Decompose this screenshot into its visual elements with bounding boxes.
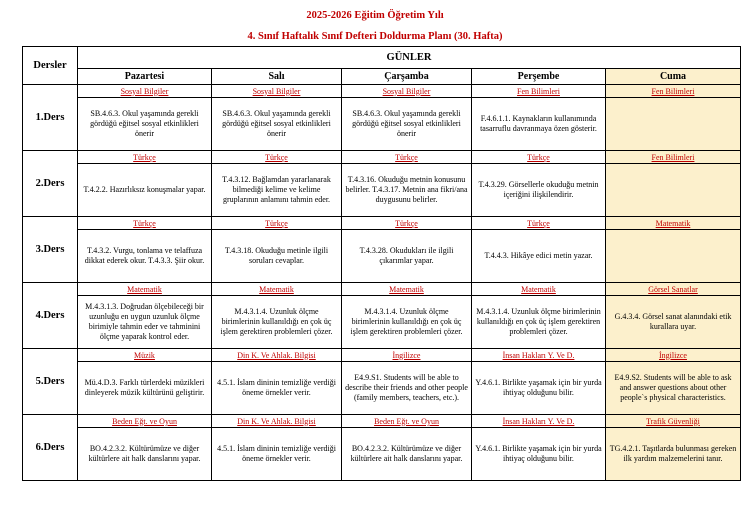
subject-name: Türkçe — [212, 217, 342, 230]
subject-name: Din K. Ve Ahlak. Bilgisi — [212, 415, 342, 428]
lesson-content: Y.4.6.1. Birlikte yaşamak için bir yurda ihtiyaç olduğunu bilir. — [472, 362, 606, 415]
subject-name: Fen Bilimleri — [606, 85, 741, 98]
lesson-content: T.4.3.29. Görsellerle okuduğu metnin içeriğini ilişkilendirir. — [472, 164, 606, 217]
lesson-content: M.4.3.1.4. Uzunluk ölçme birimlerinin kullanıldığı en çok üç işlem gerektiren problemleri çözer. — [472, 296, 606, 349]
lesson-content: SB.4.6.3. Okul yaşamında gerekli gördüğü eğitsel sosyal etkinlikleri önerir — [212, 98, 342, 151]
lesson-content — [606, 98, 741, 151]
subject-name: Matematik — [606, 217, 741, 230]
content-row — [23, 428, 741, 481]
lesson-content: Mü.4.D.3. Farklı türlerdeki müzikleri dinleyerek müzik kültürünü geliştirir. — [78, 362, 212, 415]
day-header: Çarşamba — [342, 69, 472, 85]
subject-row — [23, 415, 741, 428]
lesson-content: M.4.3.1.3. Doğrudan ölçebileceği bir uzunluğu en uygun uzunluk ölçme birimiyle tahmin eder ve tahminini ölçme yaparak kontrol eder. — [78, 296, 212, 349]
subject-name: Trafik Güvenliği — [606, 415, 741, 428]
gunler-header: GÜNLER — [78, 47, 741, 69]
lesson-content — [606, 230, 741, 283]
day-header: Salı — [212, 69, 342, 85]
lesson-content: BO.4.2.3.2. Kültürümüze ve diğer kültürlere ait halk danslarını yapar. — [342, 428, 472, 481]
subject-name: İngilizce — [606, 349, 741, 362]
subject-name: Sosyal Bilgiler — [78, 85, 212, 98]
title-year: 2025-2026 Eğitim Öğretim Yılı — [306, 10, 444, 21]
subject-row — [23, 217, 741, 230]
dersler-header: Dersler — [23, 47, 78, 85]
title-plan: 4. Sınıf Haftalık Sınıf Defteri Doldurma Planı (30. Hafta) — [247, 31, 503, 42]
subject-name: Fen Bilimleri — [606, 151, 741, 164]
lesson-content: F.4.6.1.1. Kaynakların kullanımında tasarruflu davranmaya özen gösterir. — [472, 98, 606, 151]
subject-name: Görsel Sanatlar — [606, 283, 741, 296]
content-row — [23, 164, 741, 217]
lesson-content: T.4.3.28. Okudukları ile ilgili çıkarımlar yapar. — [342, 230, 472, 283]
subject-name: İnsan Hakları Y. Ve D. — [472, 415, 606, 428]
subject-name: İnsan Hakları Y. Ve D. — [472, 349, 606, 362]
subject-name: Beden Eğt. ve Oyun — [342, 415, 472, 428]
subject-name: Türkçe — [78, 217, 212, 230]
subject-name: Matematik — [342, 283, 472, 296]
subject-name: Türkçe — [342, 217, 472, 230]
lesson-content: E4.9.S1. Students will be able to describe their friends and other people (family members, teachers, etc.). — [342, 362, 472, 415]
lesson-content: TG.4.2.1. Taşıtlarda bulunması gereken ilk yardım malzemelerini tanır. — [606, 428, 741, 481]
lesson-content: Y.4.6.1. Birlikte yaşamak için bir yurda ihtiyaç olduğunu bilir. — [472, 428, 606, 481]
lesson-content: T.4.3.16. Okuduğu metnin konusunu belirler. T.4.3.17. Metnin ana fikri/ana duygusunu belirler. — [342, 164, 472, 217]
lesson-content: SB.4.6.3. Okul yaşamında gerekli gördüğü eğitsel sosyal etkinlikleri önerir — [78, 98, 212, 151]
lesson-content: T.4.3.12. Bağlamdan yararlanarak bilmediği kelime ve kelime gruplarının anlamını tahmin eder. — [212, 164, 342, 217]
subject-name: Matematik — [212, 283, 342, 296]
day-header: Cuma — [606, 69, 741, 85]
lesson-content: T.4.3.2. Vurgu, tonlama ve telaffuza dikkat ederek okur. T.4.3.3. Şiir okur. — [78, 230, 212, 283]
lesson-label: 4.Ders — [23, 283, 78, 349]
lesson-content: E4.9.S2. Students will be able to ask and answer questions about other people`s physical characteristics. — [606, 362, 741, 415]
lesson-content: T.4.2.2. Hazırlıksız konuşmalar yapar. — [78, 164, 212, 217]
lesson-content — [606, 164, 741, 217]
lesson-label: 5.Ders — [23, 349, 78, 415]
lesson-content: BO.4.2.3.2. Kültürümüze ve diğer kültürlere ait halk danslarını yapar. — [78, 428, 212, 481]
content-row — [23, 362, 741, 415]
subject-name: İngilizce — [342, 349, 472, 362]
subject-row — [23, 85, 741, 98]
lesson-content: M.4.3.1.4. Uzunluk ölçme birimlerinin kullanıldığı en çok üç işlem gerektiren problemleri çözer. — [342, 296, 472, 349]
day-header: Pazartesi — [78, 69, 212, 85]
day-header: Perşembe — [472, 69, 606, 85]
subject-row — [23, 283, 741, 296]
lesson-label: 2.Ders — [23, 151, 78, 217]
subject-name: Matematik — [472, 283, 606, 296]
weekly-plan-table — [22, 46, 741, 481]
lesson-label: 3.Ders — [23, 217, 78, 283]
subject-name: Türkçe — [472, 151, 606, 164]
subject-name: Fen Bilimleri — [472, 85, 606, 98]
lesson-content: M.4.3.1.4. Uzunluk ölçme birimlerinin kullanıldığı en çok üç işlem gerektiren problemleri çözer. — [212, 296, 342, 349]
subject-name: Türkçe — [472, 217, 606, 230]
lesson-content: 4.5.1. İslam dininin temizliğe verdiği öneme örnekler verir. — [212, 362, 342, 415]
content-row — [23, 230, 741, 283]
content-row — [23, 98, 741, 151]
subject-name: Türkçe — [212, 151, 342, 164]
lesson-content: SB.4.6.3. Okul yaşamında gerekli gördüğü eğitsel sosyal etkinlikleri önerir — [342, 98, 472, 151]
subject-row — [23, 151, 741, 164]
subject-name: Sosyal Bilgiler — [212, 85, 342, 98]
content-row — [23, 296, 741, 349]
subject-name: Din K. Ve Ahlak. Bilgisi — [212, 349, 342, 362]
subject-name: Sosyal Bilgiler — [342, 85, 472, 98]
lesson-label: 6.Ders — [23, 415, 78, 481]
lesson-label: 1.Ders — [23, 85, 78, 151]
subject-name: Matematik — [78, 283, 212, 296]
lesson-content: T.4.4.3. Hikâye edici metin yazar. — [472, 230, 606, 283]
subject-name: Türkçe — [342, 151, 472, 164]
subject-name: Türkçe — [78, 151, 212, 164]
subject-name: Beden Eğt. ve Oyun — [78, 415, 212, 428]
subject-name: Müzik — [78, 349, 212, 362]
subject-row — [23, 349, 741, 362]
lesson-content: G.4.3.4. Görsel sanat alanındaki etik kurallara uyar. — [606, 296, 741, 349]
lesson-content: 4.5.1. İslam dininin temizliğe verdiği öneme örnekler verir. — [212, 428, 342, 481]
lesson-content: T.4.3.18. Okuduğu metinle ilgili soruları cevaplar. — [212, 230, 342, 283]
